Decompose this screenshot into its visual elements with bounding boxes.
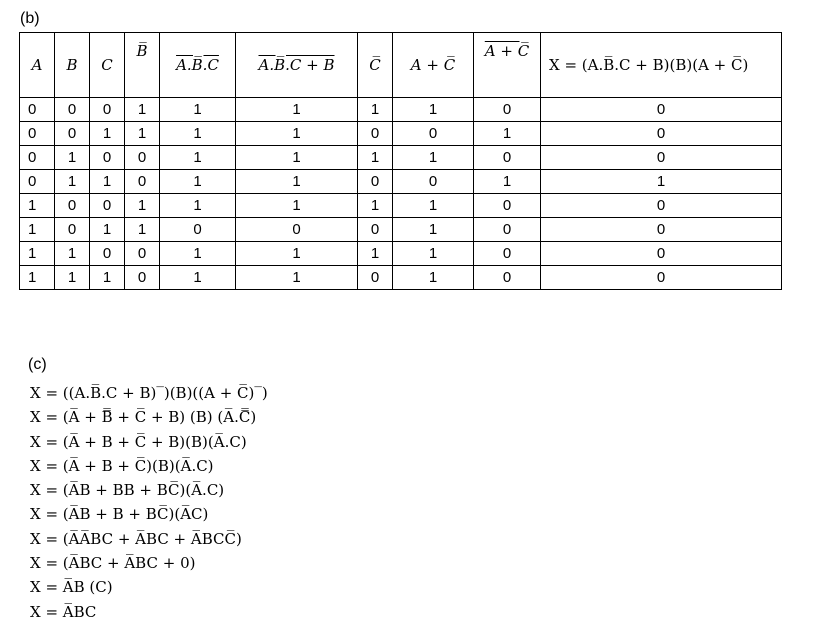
table-cell: 0 — [90, 98, 125, 122]
section-c-label: (c) — [28, 356, 47, 373]
table-cell: 1 — [20, 194, 55, 218]
col-header-not-b: B̅ — [125, 33, 160, 98]
table-cell: 0 — [358, 122, 393, 146]
table-cell: 1 — [358, 98, 393, 122]
equation-step: X = ((A.B̅.C + B)‾)(B)((A + C̅)‾) — [30, 384, 268, 402]
table-cell: 1 — [474, 170, 541, 194]
table-cell: 1 — [55, 242, 90, 266]
col-header-b: B — [55, 33, 90, 98]
table-row — [20, 218, 782, 242]
table-cell: 1 — [358, 194, 393, 218]
table-cell: 1 — [125, 98, 160, 122]
table-cell: 1 — [236, 122, 358, 146]
table-cell: 1 — [55, 146, 90, 170]
table-cell: 0 — [474, 146, 541, 170]
table-cell: 0 — [474, 218, 541, 242]
table-row — [20, 170, 782, 194]
table-cell: 1 — [236, 266, 358, 290]
table-cell: 1 — [125, 122, 160, 146]
table-body — [20, 98, 782, 290]
table-cell: 1 — [236, 170, 358, 194]
table-cell: 0 — [55, 218, 90, 242]
col-header-a-plus-not-c: A + C̅ — [393, 33, 474, 98]
table-cell: 0 — [55, 194, 90, 218]
table-cell: 1 — [236, 146, 358, 170]
table-cell: 0 — [541, 194, 782, 218]
table-cell: 0 — [90, 194, 125, 218]
table-cell: 1 — [160, 170, 236, 194]
table-cell: 1 — [20, 218, 55, 242]
equation-step: X = (A̅BC + A̅BC + 0) — [30, 554, 196, 573]
col-header-x: X = (A.B̅.C + B)(B)(A + C̅) — [541, 33, 782, 98]
table-cell: 1 — [358, 146, 393, 170]
table-row — [20, 242, 782, 266]
equation-step: X = A̅B (C) — [30, 578, 113, 597]
equation-step: X = (A̅ + B̿ + C̅ + B) (B) (A̅.C̿) — [30, 408, 257, 427]
table-cell: 1 — [160, 122, 236, 146]
table-cell: 0 — [474, 242, 541, 266]
table-header-row — [20, 33, 782, 98]
table-cell: 1 — [393, 266, 474, 290]
table-cell: 1 — [160, 146, 236, 170]
table-cell: 0 — [541, 242, 782, 266]
table-cell: 1 — [160, 194, 236, 218]
equation-step: X = A̅BC — [30, 602, 97, 621]
col-header-c: C — [90, 33, 125, 98]
table-cell: 1 — [20, 266, 55, 290]
table-cell: 1 — [474, 122, 541, 146]
table-cell: 1 — [236, 242, 358, 266]
table-cell: 1 — [90, 218, 125, 242]
table-cell: 0 — [20, 122, 55, 146]
table-cell: 1 — [358, 242, 393, 266]
table-cell: 1 — [236, 194, 358, 218]
table-row — [20, 146, 782, 170]
table-cell: 0 — [160, 218, 236, 242]
table-cell: 0 — [125, 146, 160, 170]
table-cell: 0 — [474, 266, 541, 290]
table-cell: 0 — [90, 146, 125, 170]
table-cell: 1 — [90, 266, 125, 290]
section-b-label: (b) — [20, 10, 40, 27]
equation-step: X = (A̅B + BB + BC̅)(A̅.C) — [30, 481, 225, 500]
table-cell: 0 — [358, 218, 393, 242]
table-cell: 1 — [125, 218, 160, 242]
equation-step: X = (A̅ + B + C̅ + B)(B)(A̅.C) — [30, 432, 247, 451]
table-cell: 1 — [236, 98, 358, 122]
table-cell: 0 — [393, 122, 474, 146]
table-cell: 0 — [541, 98, 782, 122]
table-cell: 0 — [541, 146, 782, 170]
table-cell: 1 — [55, 170, 90, 194]
table-cell: 0 — [125, 242, 160, 266]
table-cell: 1 — [90, 122, 125, 146]
table-cell: 0 — [358, 170, 393, 194]
table-cell: 0 — [55, 122, 90, 146]
table-cell: 1 — [393, 218, 474, 242]
table-cell: 1 — [125, 194, 160, 218]
table-cell: 0 — [541, 122, 782, 146]
col-header-a: A — [20, 33, 55, 98]
table-cell: 0 — [20, 170, 55, 194]
table-row — [20, 98, 782, 122]
table-cell: 1 — [90, 170, 125, 194]
table-cell: 0 — [55, 98, 90, 122]
table-cell: 1 — [393, 242, 474, 266]
table-cell: 1 — [541, 170, 782, 194]
table-cell: 0 — [358, 266, 393, 290]
table-row — [20, 194, 782, 218]
table-cell: 0 — [474, 194, 541, 218]
table-cell: 0 — [20, 98, 55, 122]
truth-table — [19, 32, 782, 290]
table-cell: 1 — [393, 146, 474, 170]
equation-step: X = (A̅B + B + BC̅)(A̅C) — [30, 505, 209, 524]
table-cell: 1 — [160, 266, 236, 290]
derivation-steps — [30, 381, 268, 624]
table-cell: 1 — [160, 242, 236, 266]
table-cell: 0 — [20, 146, 55, 170]
table-cell: 1 — [160, 98, 236, 122]
table-cell: 0 — [125, 266, 160, 290]
table-cell: 0 — [541, 266, 782, 290]
col-header-not-abc: A.B̅.C — [160, 33, 236, 98]
table-cell: 0 — [393, 170, 474, 194]
table-cell: 0 — [125, 170, 160, 194]
equation-step: X = (A̅ + B + C̅)(B)(A̅.C) — [30, 456, 214, 475]
col-header-not-c: C̅ — [358, 33, 393, 98]
table-cell: 1 — [393, 98, 474, 122]
table-cell: 1 — [393, 194, 474, 218]
table-cell: 0 — [90, 242, 125, 266]
table-row — [20, 266, 782, 290]
col-header-not-abc-plus-b: A.B̅.C + B — [236, 33, 358, 98]
equation-step: X = (A̅A̅BC + A̅BC + A̅BCC̅) — [30, 529, 242, 548]
table-cell: 1 — [55, 266, 90, 290]
table-cell: 0 — [474, 98, 541, 122]
table-cell: 0 — [541, 218, 782, 242]
table-cell: 1 — [20, 242, 55, 266]
table-cell: 0 — [236, 218, 358, 242]
col-header-not-a-plus-not-c: A + C̅ — [474, 33, 541, 98]
table-row — [20, 122, 782, 146]
